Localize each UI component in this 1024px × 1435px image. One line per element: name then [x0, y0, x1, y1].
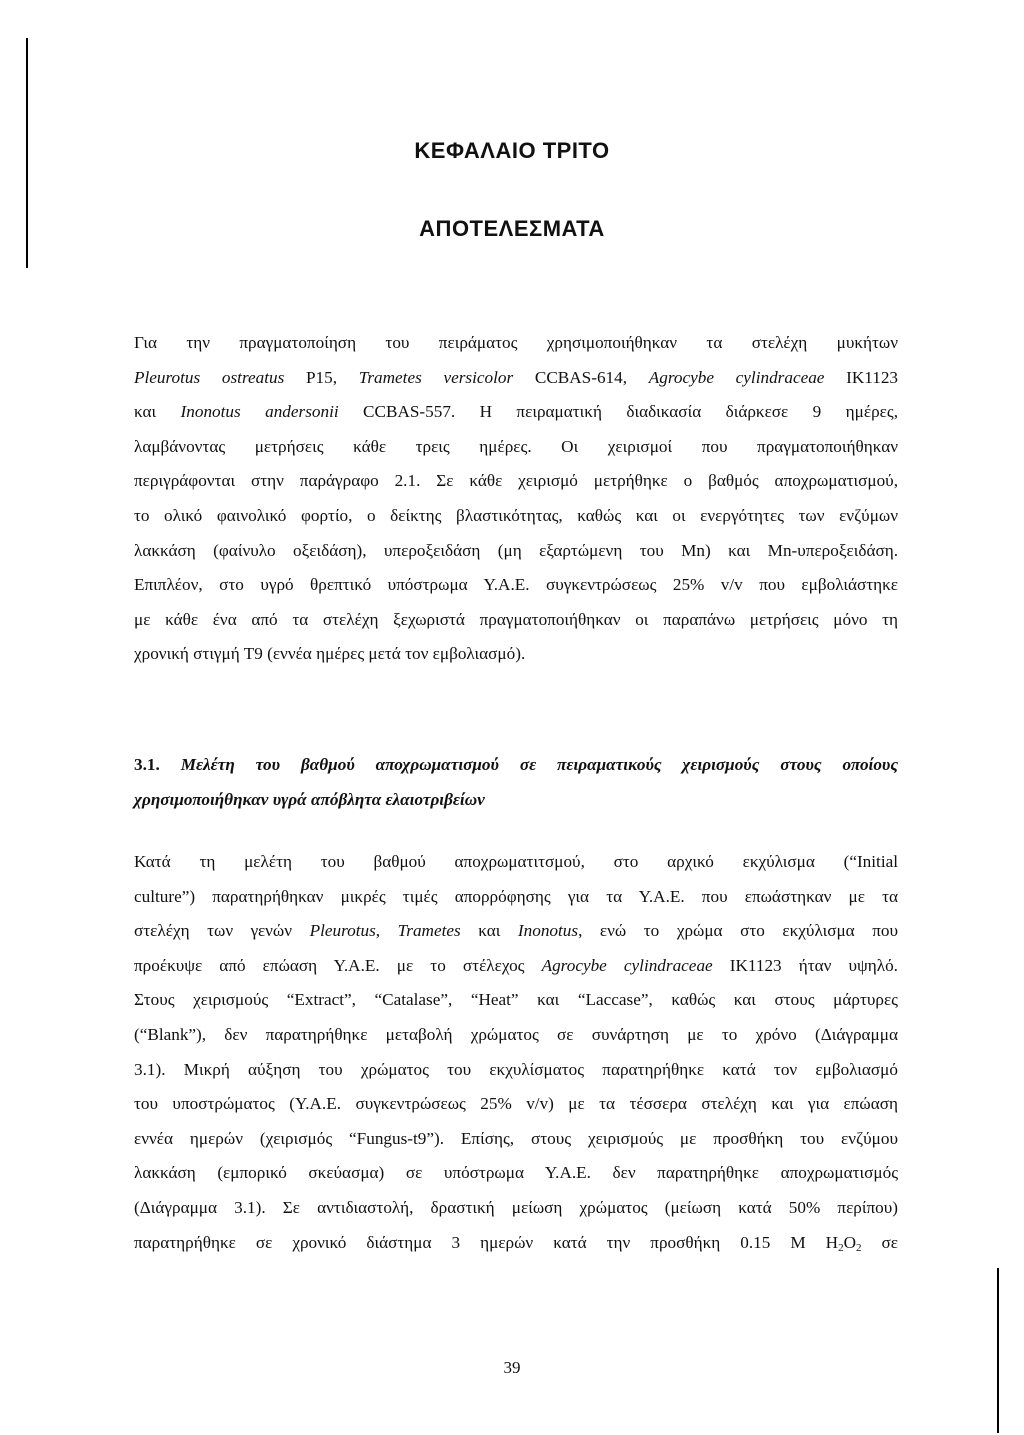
text-run: IK1123 ήταν υψηλό. [712, 955, 898, 975]
text-run: CCBAS-557. Η πειραματική διαδικασία διάρκεσε 9 ημέρες, [338, 402, 898, 422]
section-title: ΑΠΟΤΕΛΕΣΜΑΤΑ [419, 216, 605, 241]
results-paragraph [134, 845, 898, 1265]
text-run: CCBAS-614, [513, 367, 649, 387]
subsection-number: 3.1. [134, 755, 160, 774]
subscript: 2 [838, 1241, 844, 1254]
intro-line-9: με κάθε ένα από τα στελέχη ξεχωριστά πραγματοποιήθηκαν οι παραπάνω μετρήσεις μόνο τη [134, 609, 898, 629]
results-line-12 [134, 1226, 898, 1266]
intro-line-8: Επιπλέον, στο υγρό θρεπτικό υπόστρωμα Υ.Α.Ε. συγκεντρώσεως 25% v/v που εμβολιάστηκε [134, 575, 898, 595]
chapter-title: ΚΕΦΑΛΑΙΟ ΤΡΙΤΟ [414, 138, 610, 163]
genus-name: Trametes [397, 921, 461, 941]
results-line-10: λακκάση (εμπορικό σκεύασμα) σε υπόστρωμα Υ.Α.Ε. δεν παρατηρήθηκε αποχρωματισμός [134, 1163, 898, 1183]
results-line-9: εννέα ημερών (χειρισμός “Fungus-t9”). Επίσης, στους χειρισμούς με προσθήκη του ενζύμου [134, 1128, 898, 1148]
subsection-title-part-1: Μελέτη του βαθμού αποχρωματισμού σε πειραματικούς χειρισμούς στους οποίους [180, 755, 899, 774]
text-run: στελέχη των γενών [134, 921, 310, 941]
species-name: Agrocybe cylindraceae [541, 955, 713, 975]
page-number: 39 [503, 1358, 521, 1377]
intro-line-7: λακκάση (φαίνυλο οξειδάση), υπεροξειδάση (μη εξαρτώμενη του Mn) και Mn-υπεροξειδάση. [134, 540, 898, 560]
text-run: O [843, 1232, 857, 1252]
text-run: και [134, 402, 181, 422]
subscript: 2 [856, 1241, 862, 1254]
intro-line-2 [134, 361, 898, 396]
subsection-heading [134, 748, 898, 817]
text-run: IK1123 [824, 367, 899, 387]
intro-line-6: το ολικό φαινολικό φορτίο, ο δείκτης βλαστικότητας, καθώς και οι ενεργότητες των ενζύμων [134, 505, 898, 525]
results-line-2: culture”) παρατηρήθηκαν μικρές τιμές απορρόφησης για τα Υ.Α.Ε. που επωάστηκαν με τα [134, 886, 898, 906]
species-name: Agrocybe cylindraceae [648, 367, 825, 387]
subsection-heading-line-2: χρησιμοποιήθηκαν υγρά απόβλητα ελαιοτριβείων [134, 789, 485, 809]
subsection-heading-line-1 [134, 748, 898, 783]
text-run: παρατηρήθηκε σε χρονικό διάστημα 3 ημερών κατά την προσθήκη 0.15 M H [134, 1232, 839, 1252]
species-name: Inonotus andersonii [180, 402, 339, 422]
genus-name: Inonotus [517, 921, 579, 941]
text-run: , ενώ το χρώμα στο εκχύλισμα που [578, 921, 899, 941]
intro-line-1: Για την πραγματοποίηση του πειράματος χρησιμοποιήθηκαν τα στελέχη μυκήτων [134, 333, 898, 352]
text-run: και [460, 921, 518, 941]
scan-border-line-right [997, 1268, 999, 1433]
results-line-5: Στους χειρισμούς “Extract”, “Catalase”, “Heat” και “Laccase”, καθώς και στους μάρτυρες [134, 990, 898, 1010]
species-name: Trametes versicolor [358, 367, 514, 387]
intro-line-4: λαμβάνοντας μετρήσεις κάθε τρεις ημέρες. Οι χειρισμοί που πραγματοποιήθηκαν [134, 436, 898, 456]
results-line-1: Κατά τη μελέτη του βαθμού αποχρωματιτσμού, στο αρχικό εκχύλισμα (“Initial [134, 852, 898, 871]
intro-paragraph [134, 326, 898, 672]
intro-line-5: περιγράφονται στην παράγραφο 2.1. Σε κάθε χειρισμό μετρήθηκε ο βαθμός αποχρωματισμού, [134, 471, 898, 491]
text-run: P15, [284, 367, 359, 387]
intro-line-3 [134, 395, 898, 430]
results-line-7: 3.1). Μικρή αύξηση του χρώματος του εκχυλίσματος παρατηρήθηκε κατά τον εμβολιασμό [134, 1059, 898, 1079]
results-line-4 [134, 949, 898, 984]
results-line-3 [134, 914, 898, 949]
results-line-8: του υποστρώματος (Υ.Α.Ε. συγκεντρώσεως 25% v/v) με τα τέσσερα στελέχη και για επώαση [134, 1094, 898, 1114]
text-run: , [375, 921, 398, 941]
text-run: προέκυψε από επώαση Υ.Α.Ε. με το στέλεχος [134, 955, 542, 975]
text-run: σε [861, 1232, 899, 1252]
results-line-11: (Διάγραμμα 3.1). Σε αντιδιαστολή, δραστική μείωση χρώματος (μείωση κατά 50% περίπου) [134, 1197, 898, 1217]
results-line-6: (“Blank”), δεν παρατηρήθηκε μεταβολή χρώματος σε συνάρτηση με το χρόνο (Διάγραμμα [134, 1024, 898, 1044]
species-name: Pleurotus ostreatus [134, 367, 285, 387]
intro-line-10: χρονική στιγμή Τ9 (εννέα ημέρες μετά τον εμβολιασμό). [134, 644, 526, 664]
genus-name: Pleurotus [309, 921, 376, 941]
